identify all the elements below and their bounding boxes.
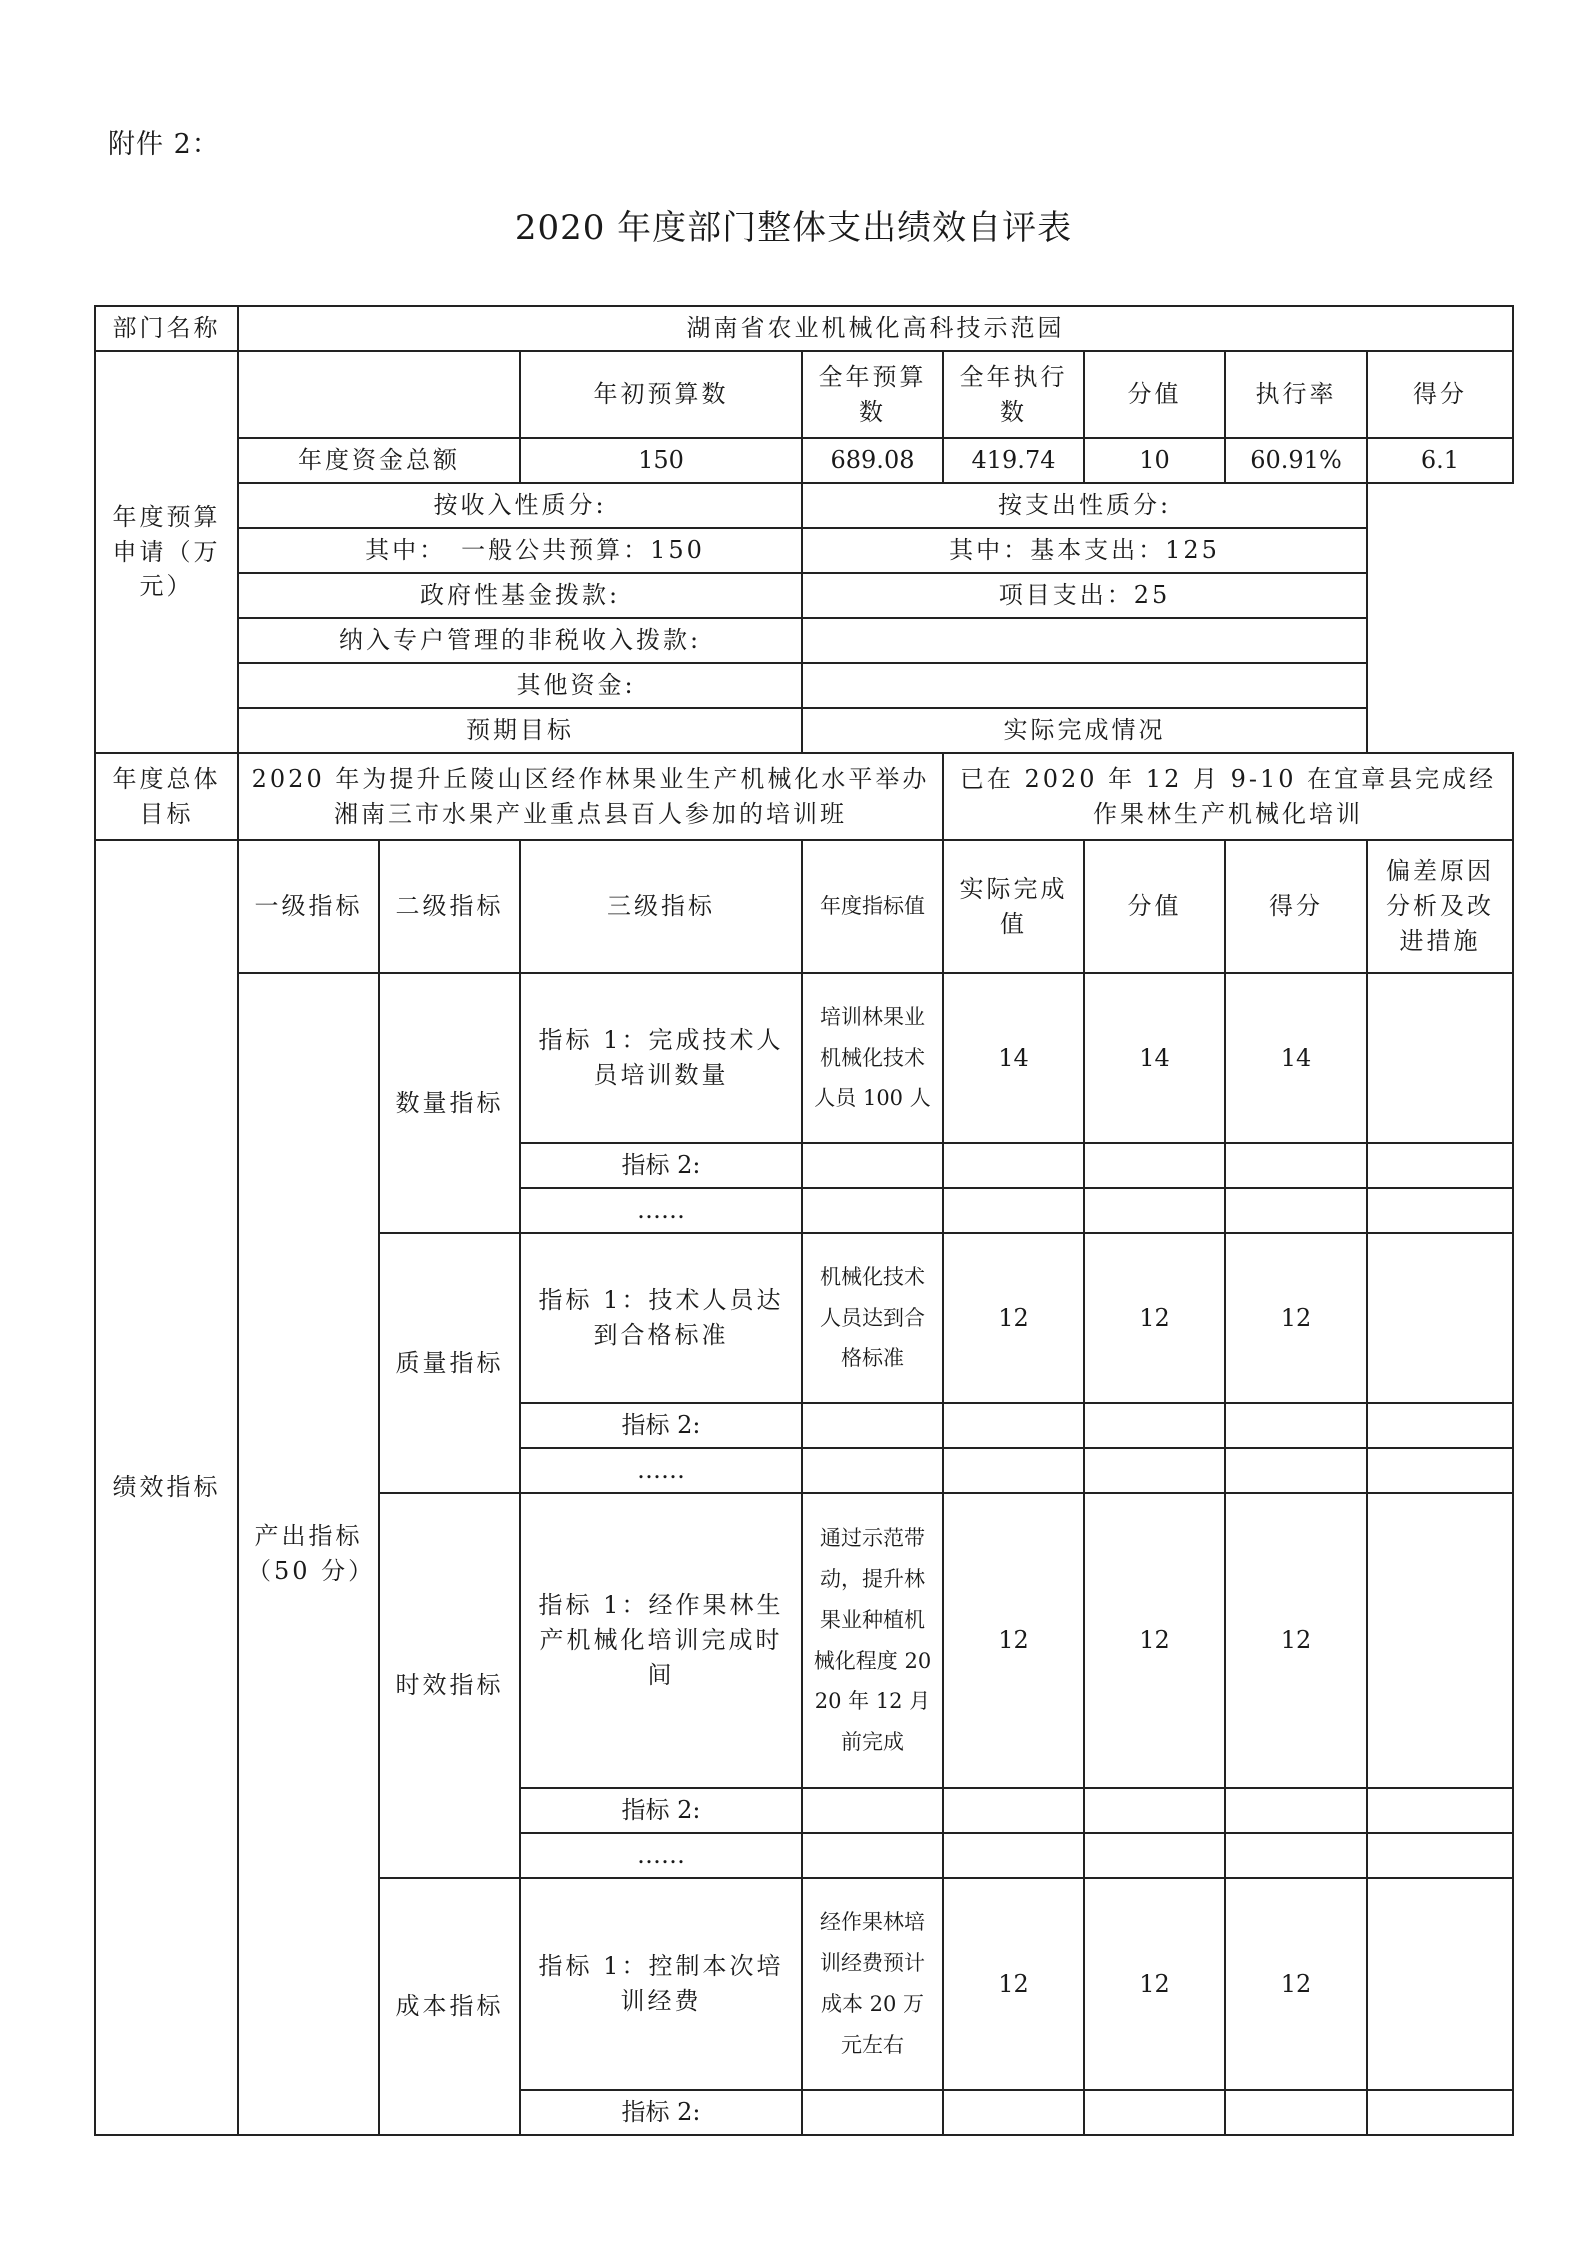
level2-quality: 质量指标 — [379, 1233, 520, 1493]
perf-section-label: 绩效指标 — [95, 840, 238, 2135]
perf-header-deviation: 偏差原因分析及改进措施 — [1367, 840, 1513, 973]
empty-cell — [943, 1403, 1084, 1448]
score-value-cost: 12 — [1084, 1878, 1225, 2090]
empty-cell — [1367, 1788, 1513, 1833]
header-executed: 全年执行数 — [943, 351, 1084, 438]
actual-quantity: 14 — [943, 973, 1084, 1143]
header-rate: 执行率 — [1225, 351, 1367, 438]
empty-cell — [1225, 1403, 1367, 1448]
empty-cell — [1367, 1833, 1513, 1878]
perf-header-target: 年度指标值 — [802, 840, 943, 973]
goals-header-row — [95, 708, 1513, 753]
indicator2-label: 指标 2: — [520, 1788, 802, 1833]
empty-cell — [1084, 1788, 1225, 1833]
header-initial: 年初预算数 — [520, 351, 802, 438]
expected-label: 预期目标 — [238, 708, 802, 753]
budget-nature-row — [95, 483, 1513, 528]
indicator-timeliness: 指标 1：经作果林生产机械化培训完成时间 — [520, 1493, 802, 1788]
goals-content-row — [95, 753, 1513, 840]
budget-section-label: 年度预算申请（万元） — [95, 351, 238, 753]
deviation-quality — [1367, 1233, 1513, 1403]
dept-row — [95, 306, 1513, 351]
indicator2-label: 指标 2: — [520, 1143, 802, 1188]
deviation-timeliness — [1367, 1493, 1513, 1788]
total-executed: 419.74 — [943, 438, 1084, 483]
budget-general-row — [95, 528, 1513, 573]
self-evaluation-table — [94, 305, 1514, 2136]
empty-cell — [1367, 1143, 1513, 1188]
indicator-quantity: 指标 1：完成技术人员培训数量 — [520, 973, 802, 1143]
total-rate: 60.91% — [1225, 438, 1367, 483]
score-value-quantity: 14 — [1084, 973, 1225, 1143]
other-funds: 其他资金: — [238, 663, 802, 708]
total-full-year: 689.08 — [802, 438, 943, 483]
empty-cell — [802, 1448, 943, 1493]
perf-header-level1: 一级指标 — [238, 840, 379, 973]
goals-section-label: 年度总体目标 — [95, 753, 238, 840]
non-tax-blank — [802, 618, 1367, 663]
empty-cell — [1084, 1448, 1225, 1493]
non-tax: 纳入专户管理的非税收入拨款: — [238, 618, 802, 663]
target-timeliness: 通过示范带动，提升林果业种植机械化程度 2020 年 12 月前完成 — [802, 1493, 943, 1788]
basic-expense: 其中：基本支出：125 — [802, 528, 1367, 573]
total-initial: 150 — [520, 438, 802, 483]
empty-cell — [943, 1448, 1084, 1493]
total-score-value: 10 — [1084, 438, 1225, 483]
by-expense-label: 按支出性质分: — [802, 483, 1367, 528]
project-expense: 项目支出：25 — [802, 573, 1367, 618]
level2-quantity: 数量指标 — [379, 973, 520, 1233]
empty-cell — [1367, 1188, 1513, 1233]
empty-cell — [943, 2090, 1084, 2135]
perf-header-score-value: 分值 — [1084, 840, 1225, 973]
empty-cell — [1367, 1448, 1513, 1493]
budget-header-row — [95, 351, 1513, 438]
empty-cell — [1225, 1833, 1367, 1878]
actual-cost: 12 — [943, 1878, 1084, 2090]
empty-cell — [802, 1833, 943, 1878]
by-income-label: 按收入性质分: — [238, 483, 802, 528]
empty-cell — [943, 1788, 1084, 1833]
budget-other-row — [95, 663, 1513, 708]
dept-value: 湖南省农业机械化高科技示范园 — [238, 306, 1513, 351]
dept-label: 部门名称 — [95, 306, 238, 351]
target-quantity: 培训林果业机械化技术人员 100 人 — [802, 973, 943, 1143]
indicator2-label: 指标 2: — [520, 2090, 802, 2135]
page-title: 2020 年度部门整体支出绩效自评表 — [514, 208, 1073, 248]
actual-quality: 12 — [943, 1233, 1084, 1403]
empty-cell — [1225, 1448, 1367, 1493]
empty-cell — [1225, 1788, 1367, 1833]
empty-cell — [802, 2090, 943, 2135]
indicator-cost: 指标 1：控制本次培训经费 — [520, 1878, 802, 2090]
general-budget: 其中： 一般公共预算：150 — [238, 528, 802, 573]
empty-cell — [1225, 2090, 1367, 2135]
level2-cost: 成本指标 — [379, 1878, 520, 2135]
indicator-quality: 指标 1：技术人员达到合格标准 — [520, 1233, 802, 1403]
score-quality: 12 — [1225, 1233, 1367, 1403]
other-funds-blank — [802, 663, 1367, 708]
empty-cell — [1084, 1143, 1225, 1188]
deviation-cost — [1367, 1878, 1513, 2090]
gov-fund: 政府性基金拨款: — [238, 573, 802, 618]
budget-nontax-row — [95, 618, 1513, 663]
empty-cell — [1367, 2090, 1513, 2135]
empty-cell — [943, 1188, 1084, 1233]
header-score: 得分 — [1367, 351, 1513, 438]
empty-cell — [802, 1788, 943, 1833]
empty-cell — [1084, 1403, 1225, 1448]
actual-timeliness: 12 — [943, 1493, 1084, 1788]
total-label: 年度资金总额 — [238, 438, 520, 483]
target-quality: 机械化技术人员达到合格标准 — [802, 1233, 943, 1403]
budget-total-row — [95, 438, 1513, 483]
actual-result: 已在 2020 年 12 月 9-10 在宜章县完成经作果林生产机械化培训 — [943, 753, 1513, 840]
empty-cell — [802, 1403, 943, 1448]
perf-header-actual: 实际完成值 — [943, 840, 1084, 973]
ellipsis: …… — [520, 1448, 802, 1493]
ellipsis: …… — [520, 1833, 802, 1878]
empty-cell — [1225, 1143, 1367, 1188]
perf-header-level3: 三级指标 — [520, 840, 802, 973]
ellipsis: …… — [520, 1188, 802, 1233]
score-quantity: 14 — [1225, 973, 1367, 1143]
perf-header-row — [95, 840, 1513, 973]
empty-cell — [1367, 1403, 1513, 1448]
attachment-label: 附件 2： — [108, 129, 220, 160]
indicator2-label: 指标 2: — [520, 1403, 802, 1448]
score-timeliness: 12 — [1225, 1493, 1367, 1788]
total-score: 6.1 — [1367, 438, 1513, 483]
empty-cell — [943, 1143, 1084, 1188]
header-score-value: 分值 — [1084, 351, 1225, 438]
empty-cell — [943, 1833, 1084, 1878]
level1-output: 产出指标（50 分） — [238, 973, 379, 2135]
perf-header-score: 得分 — [1225, 840, 1367, 973]
empty-cell — [802, 1188, 943, 1233]
score-cost: 12 — [1225, 1878, 1367, 2090]
deviation-quantity — [1367, 973, 1513, 1143]
level2-timeliness: 时效指标 — [379, 1493, 520, 1878]
header-full-year: 全年预算数 — [802, 351, 943, 438]
actual-label: 实际完成情况 — [802, 708, 1367, 753]
empty-cell — [1225, 1188, 1367, 1233]
quantity-main-row — [95, 973, 1513, 1143]
budget-fund-row — [95, 573, 1513, 618]
perf-header-level2: 二级指标 — [379, 840, 520, 973]
target-cost: 经作果林培训经费预计成本 20 万元左右 — [802, 1878, 943, 2090]
empty-cell — [1084, 1188, 1225, 1233]
empty-cell — [1084, 2090, 1225, 2135]
score-value-quality: 12 — [1084, 1233, 1225, 1403]
budget-header-blank — [238, 351, 520, 438]
expected-goal: 2020 年为提升丘陵山区经作林果业生产机械化水平举办湘南三市水果产业重点县百人参加的培训班 — [238, 753, 943, 840]
empty-cell — [802, 1143, 943, 1188]
empty-cell — [1084, 1833, 1225, 1878]
score-value-timeliness: 12 — [1084, 1493, 1225, 1788]
